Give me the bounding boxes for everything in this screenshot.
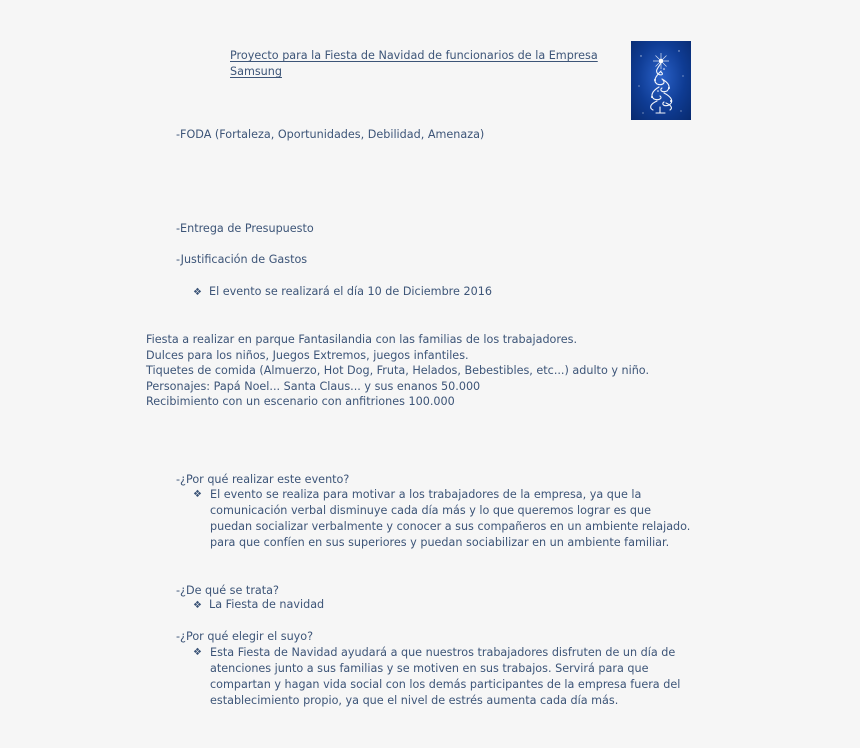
paragraph-line: El evento se realiza para motivar a los trabajadores de la empresa, ya que la [210,488,642,501]
paragraph-line: compartan y hagan vida social con los demás participantes de la empresa fuera del [210,678,681,691]
bullet-icon: ❖ [193,600,202,611]
paragraph-line: puedan socializar verbalmente y conocer a sus compañeros en un ambiente relajado. [210,520,691,533]
paragraph-line: comunicación verbal disminuye cada día más y lo que queremos lograr es que [210,504,651,517]
por-que-paragraph [210,487,690,551]
detail-line: Recibimiento con un escenario con anfitriones 100.000 [146,395,455,409]
de-que-heading: -¿De qué se trata? [176,584,279,597]
por-que-heading: -¿Por qué realizar este evento? [176,473,350,486]
elegir-heading: -¿Por qué elegir el suyo? [176,630,314,643]
foda-heading: -FODA (Fortaleza, Oportunidades, Debilidad, Amenaza) [176,128,485,141]
paragraph-line: atenciones junto a sus familias y se motiven en sus trabajos. Servirá para que [210,662,649,675]
evento-fecha-text: El evento se realizará el día 10 de Diciembre 2016 [209,285,492,298]
detail-line: Fiesta a realizar en parque Fantasilandia con las familias de los trabajadores. [146,333,578,346]
detail-line: Personajes: Papá Noel... Santa Claus... y sus enanos 50.000 [146,379,481,393]
document-title [230,48,598,80]
christmas-tree-icon [631,41,691,120]
title-line-1: Proyecto para la Fiesta de Navidad de funcionarios de la Empresa [230,49,598,62]
paragraph-line: establecimiento propio, ya que el nivel de estrés aumenta cada día más. [210,694,619,707]
bullet-icon: ❖ [193,647,202,658]
title-line-2: Samsung [230,65,282,78]
paragraph-line: para que confíen en sus superiores y puedan sociabilizar en un ambiente familiar. [210,536,670,549]
de-que-text: La Fiesta de navidad [209,598,325,611]
justificacion-heading: -Justificación de Gastos [176,253,308,266]
detail-line: Tiquetes de comida (Almuerzo, Hot Dog, Fruta, Helados, Bebestibles, etc...) adulto y niño. [146,364,650,378]
bullet-icon: ❖ [193,287,202,298]
entrega-heading: -Entrega de Presupuesto [176,222,314,235]
detail-line: Dulces para los niños, Juegos Extremos, juegos infantiles. [146,348,469,362]
event-details [146,332,649,410]
bullet-icon: ❖ [193,489,202,500]
paragraph-line: Esta Fiesta de Navidad ayudará a que nuestros trabajadores disfruten de un día de [210,646,676,659]
de-que-item [193,597,324,613]
evento-fecha-item [193,284,492,300]
christmas-tree-image [631,41,691,120]
elegir-paragraph [210,645,680,709]
